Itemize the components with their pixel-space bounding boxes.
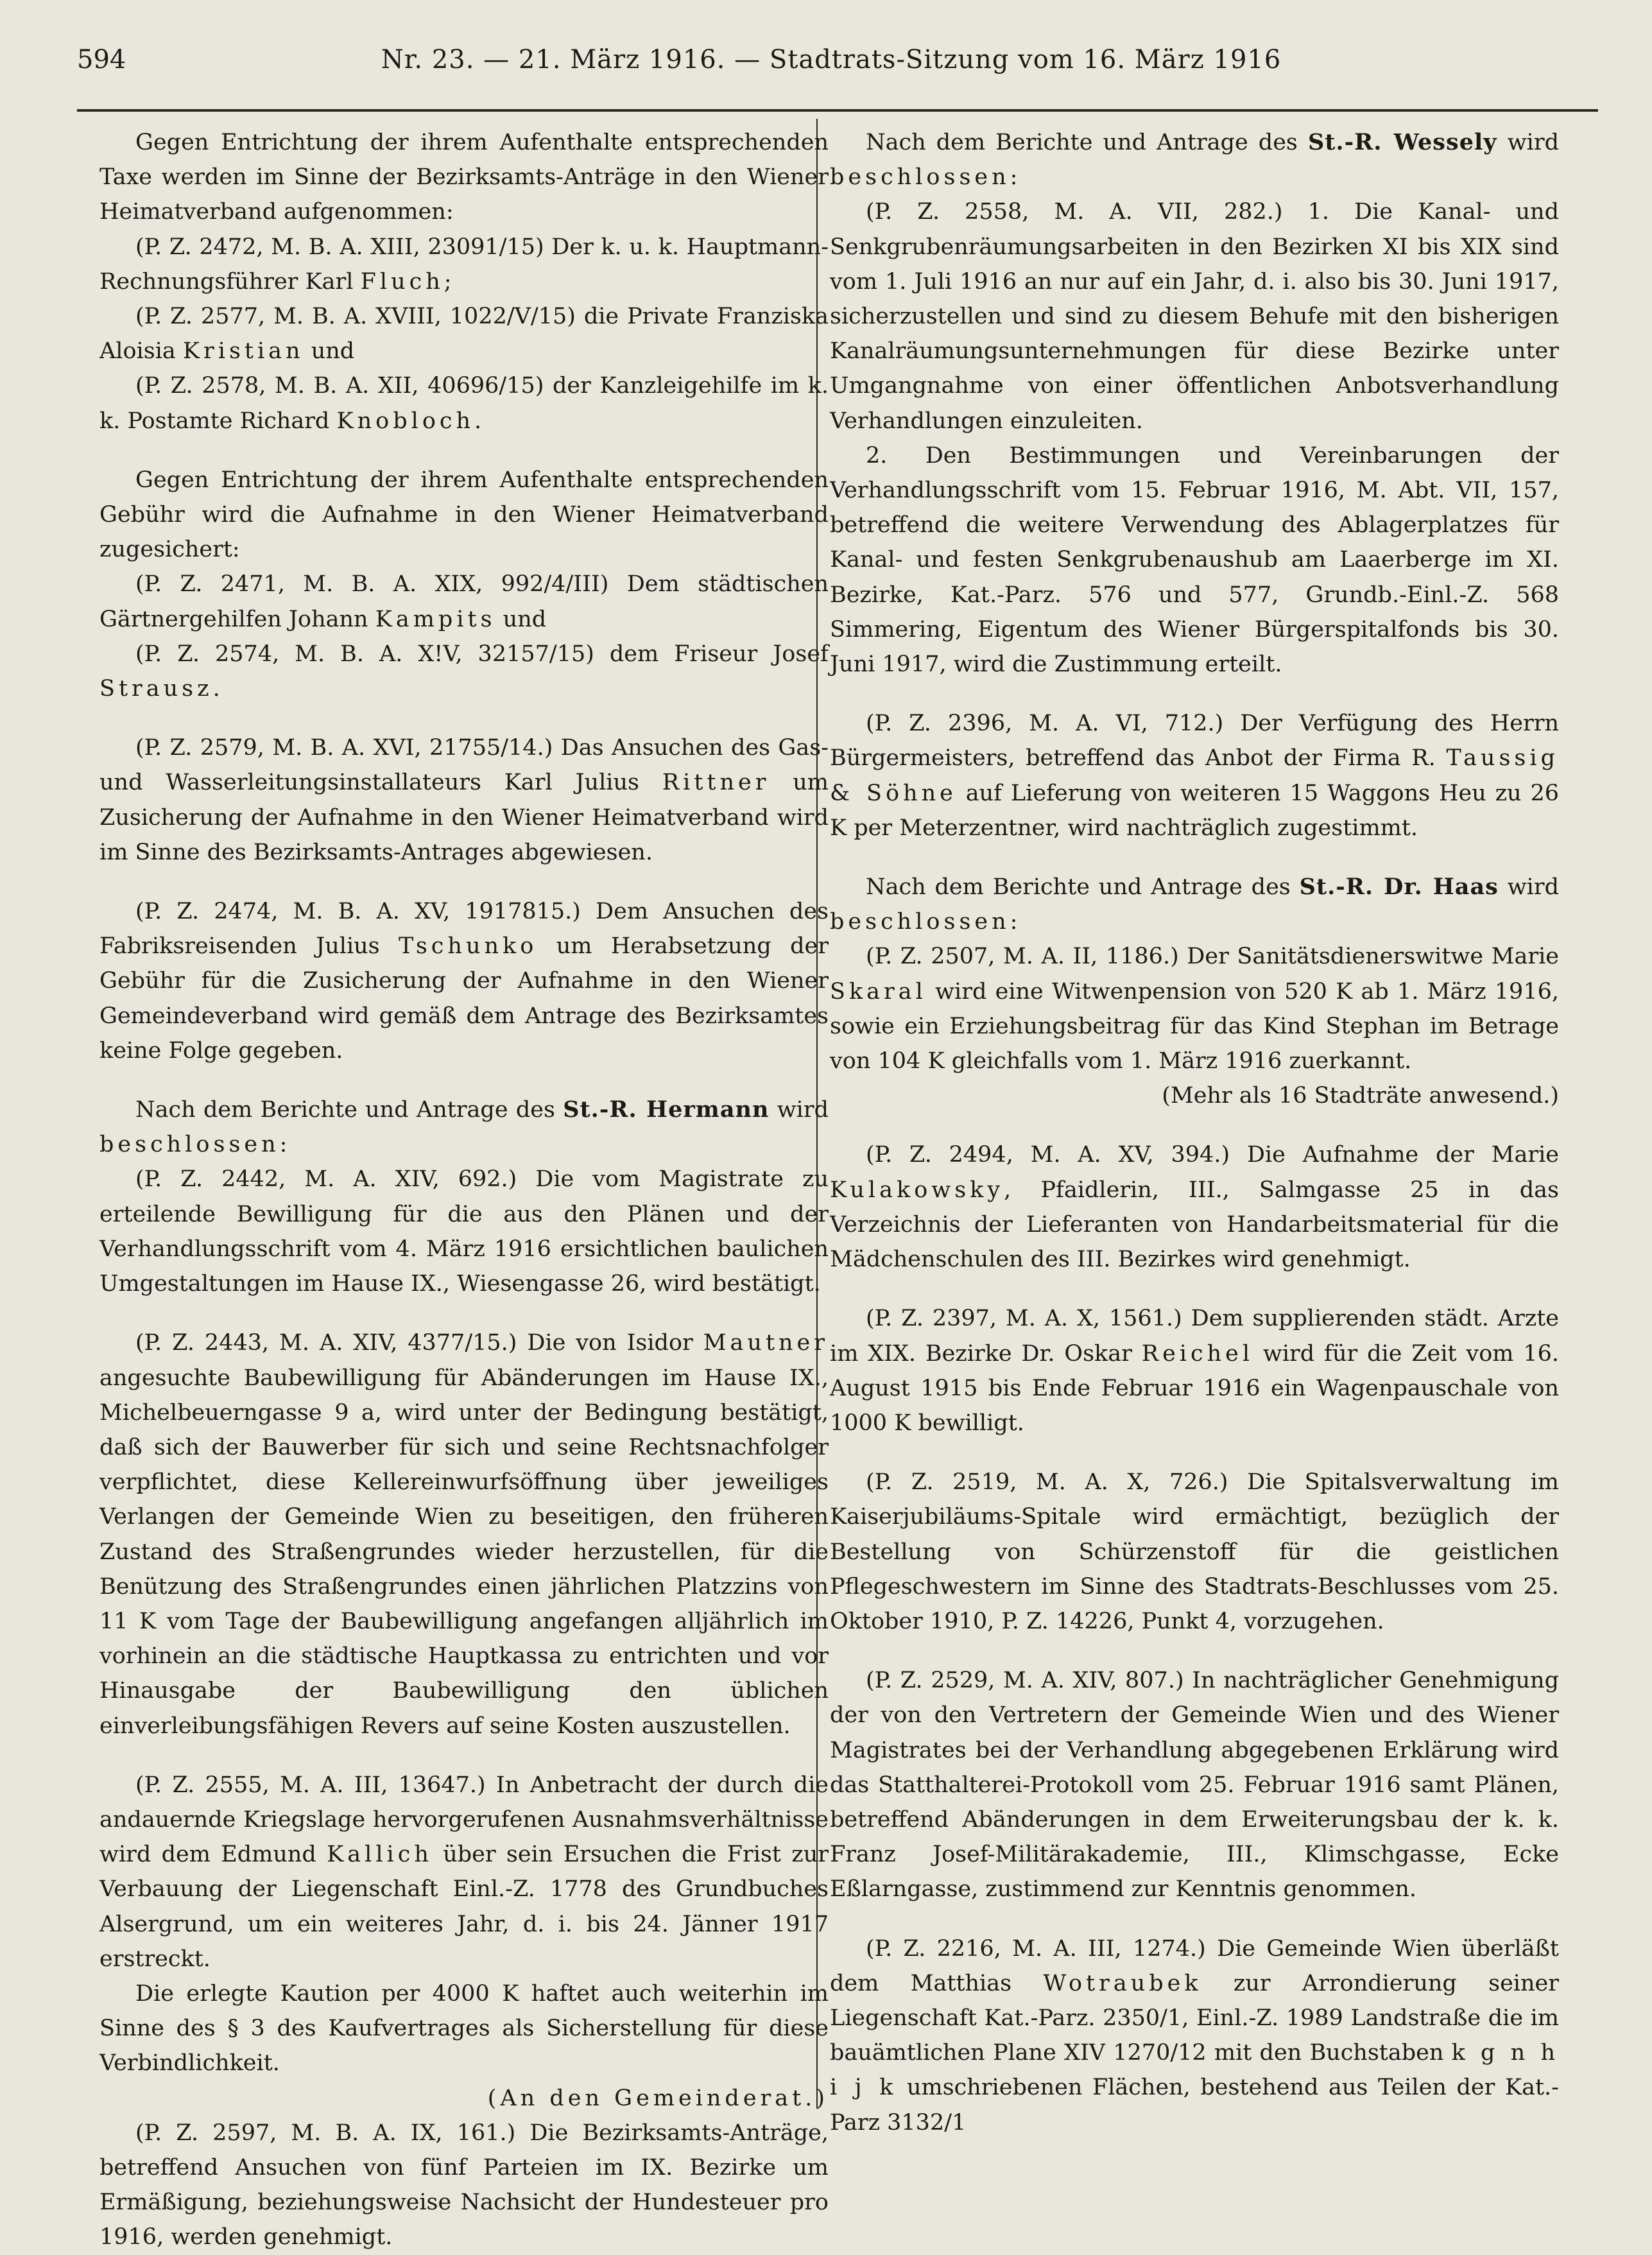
section-intro: Nach dem Berichte und Antrage des St.-R. Wessely wird beschlossen: [830,129,1559,191]
paragraph: (P. Z. 2529, M. A. XIV, 807.) In nachträglicher Genehmigung der von den Vertretern der Gemeinde Wien und des Wiener Magistrates bei der Verhandlung abgegebenen Erklärung wird das Statthalterei-Protokoll vom 25. Februar 1916 samt Plänen, betreffend Abänderungen in dem Erweiterungsbau der k. k. Franz Josef-Militärakademie, III., Klimschgasse, Ecke Eßlarngasse, zustimmend zur Kenntnis genommen. [830,1668,1559,1903]
paragraph: Gegen Entrichtung der ihrem Aufenthalte entsprechenden Gebühr wird die Aufnahme in den Wiener Heimatverband zugesichert: [99,467,829,563]
paragraph: Gegen Entrichtung der ihrem Aufenthalte entsprechenden Taxe werden im Sinne der Bezirksamts-Anträge in den Wiener Heimatverband aufgenommen: [99,130,829,225]
paragraph: (P. Z. 2396, M. A. VI, 712.) Der Verfügung des Herrn Bürgermeisters, betreffend das Anbot der Firma R. Taussig & Söhne auf Lieferung von weiteren 15 Waggons Heu zu 26 K per Meterzentner, wird nachträglich zugestimmt. [830,711,1559,841]
paragraph: (P. Z. 2579, M. B. A. XVI, 21755/14.) Das Ansuchen des Gas- und Wasserleitungsinstallateurs Karl Julius Rittner um Zusicherung der Aufnahme in den Wiener Heimatverband wird im Sinne des Bezirksamts-Antrages abgewiesen. [99,735,829,865]
person-name: Knobloch [336,408,475,434]
councillor-name: St.-R. Dr. Haas [1299,874,1499,901]
paragraph: (P. Z. 2519, M. A. X, 726.) Die Spitalsverwaltung im Kaiserjubiläums-Spitale wird ermächtigt, bezüglich der Bestellung von Schürzenstoff für die geistlichen Pflegeschwestern im Sinne des Stadtrats-Beschlusses vom 25. Oktober 1910, P. Z. 14226, Punkt 4, vorzugehen. [830,1469,1559,1634]
person-name: Kulakowsky [830,1177,1004,1203]
referral-note: (An den Gemeinderat.) [487,2085,829,2111]
paragraph: (P. Z. 2578, M. B. A. XII, 40696/15) der Kanzleigehilfe im k. k. Postamte Richard Knobloch. [99,373,829,434]
paragraph: (P. Z. 2397, M. A. X, 1561.) Dem supplierenden städt. Arzte im XIX. Bezirke Dr. Oskar Reichel wird für die Zeit vom 16. August 1915 bis Ende Februar 1916 ein Wagenpauschale von 1000 K bewilligt. [830,1306,1559,1436]
paragraph: (P. Z. 2216, M. A. III, 1274.) Die Gemeinde Wien überläßt dem Matthias Wotraubek zur Arrondierung seiner Liegenschaft Kat.-Parz. 2350/1, Einl.-Z. 1989 Landstraße die im bauämtlichen Plane XIV 1270/12 mit den Buchstaben k g n h i j k umschriebenen Flächen, bestehend aus Teilen der Kat.-Parz 3132/1 [830,1935,1559,2136]
person-name: Kristian [182,338,304,365]
paragraph: (P. Z. 2558, M. A. VII, 282.) 1. Die Kanal- und Senkgrubenräumungsarbeiten in den Bezirken XI bis XIX sind vom 1. Juli 1916 an nur auf ein Jahr, d. i. also bis 30. Juni 1917, sicherzustellen und sind zu diesem Behufe mit den bisherigen Kanalräumungsunternehmungen für diese Bezirke unter Umgangnahme von einer öffentlichen Anbotsverhandlung Verhandlungen einzuleiten. [830,199,1559,434]
person-name: Skaral [830,978,927,1005]
person-name: Strausz [99,676,213,702]
councillor-name: St.-R. Wessely [1307,129,1497,155]
left-column [99,125,829,2255]
person-name: Rittner [662,770,770,796]
company-name: Taussig & Söhne [830,745,1559,806]
person-name: Tschunko [399,933,538,960]
person-name: Kallich [327,1842,433,1868]
paragraph: (P. Z. 2507, M. A. II, 1186.) Der Sanitätsdienerswitwe Marie Skaral wird eine Witwenpension von 520 K ab 1. März 1916, sowie ein Erziehungsbeitrag für das Kind Stephan im Betrage von 104 K gleichfalls vom 1. März 1916 zuerkannt. [830,944,1559,1075]
paragraph: (P. Z. 2574, M. B. A. X!V, 32157/15) dem Friseur Josef Strausz. [99,641,829,702]
paragraph: (P. Z. 2474, M. B. A. XV, 1917815.) Dem Ansuchen des Fabriksreisenden Julius Tschunko um Herabsetzung der Gebühr für die Zusicherung der Aufnahme in den Wiener Gemeindeverband wird gemäß dem Antrage des Bezirksamtes keine Folge gegeben. [99,899,829,1064]
page-number: 594 [77,45,126,74]
paragraph: (P. Z. 2442, M. A. XIV, 692.) Die vom Magistrate zu erteilende Bewilligung für die aus den Plänen und der Verhandlungsschrift vom 4. März 1916 ersichtlichen baulichen Umgestaltungen im Hause IX., Wiesengasse 26, wird bestätigt. [99,1166,829,1297]
section-intro: Nach dem Berichte und Antrage des St.-R. Dr. Haas wird beschlossen: [830,874,1559,935]
paragraph: (P. Z. 2597, M. B. A. IX, 161.) Die Bezirksamts-Anträge, betreffend Ansuchen von fünf Parteien im IX. Bezirke um Ermäßigung, beziehungsweise Nachsicht der Hundesteuer pro 1916, werden genehmigt. [99,2120,829,2251]
person-name: Mautner [703,1330,829,1356]
person-name: Kampits [375,606,496,632]
right-column [830,125,1559,2140]
paragraph: 2. Den Bestimmungen und Vereinbarungen der Verhandlungsschrift vom 15. Februar 1916, M. Abt. VII, 157, betreffend die weitere Verwendung des Ablagerplatzes für Kanal- und festen Senkgrubenaushub am Laaerberge im XI. Bezirke, Kat.-Parz. 576 und 577, Grundb.-Einl.-Z. 568 Simmering, Eigentum des Wiener Bürgerspitalfonds bis 30. Juni 1917, wird die Zustimmung erteilt. [830,442,1559,678]
header-rule [77,109,1598,112]
running-title: Nr. 23. — 21. März 1916. — Stadtrats-Sitzung vom 16. März 1916 [381,45,1282,74]
section-intro: Nach dem Berichte und Antrage des St.-R. Hermann wird beschlossen: [99,1096,829,1158]
person-name: Wotraubek [1043,1970,1202,1996]
paragraph: (P. Z. 2443, M. A. XIV, 4377/15.) Die von Isidor Mautner angesuchte Baubewilligung für Abänderungen im Hause IX., Michelbeuerngasse 9 a, wird unter der Bedingung bestätigt, daß sich der Bauwerber für sich und seine Rechtsnachfolger verpflichtet, diese Kellereinwurfsöffnung über jeweiliges Verlangen der Gemeinde Wien zu beseitigen, den früheren Zustand des Straßengrundes wieder herzustellen, für die Benützung des Straßengrundes einen jährlichen Platzzins von 11 K vom Tage der Baubewilligung angefangen alljährlich im vorhinein an die städtische Hauptkassa zu entrichten und vor Hinausgabe der Baubewilligung den üblichen einverleibungsfähigen Revers auf seine Kosten auszustellen. [99,1330,829,1739]
councillor-name: St.-R. Hermann [563,1096,770,1123]
page-header [77,45,1585,90]
paragraph: (P. Z. 2471, M. B. A. XIX, 992/4/III) Dem städtischen Gärtnergehilfen Johann Kampits und [99,571,829,632]
attendance-note: (Mehr als 16 Stadträte anwesend.) [1162,1083,1559,1109]
person-name: Fluch [360,268,444,295]
paragraph: (P. Z. 2494, M. A. XV, 394.) Die Aufnahme der Marie Kulakowsky, Pfaidlerin, III., Salmgasse 25 in das Verzeichnis der Lieferanten von Handarbeitsmaterial für die Mädchenschulen des III. Bezirkes wird genehmigt. [830,1142,1559,1273]
paragraph: (P. Z. 2577, M. B. A. XVIII, 1022/V/15) die Private Franziska Aloisia Kristian und [99,304,829,365]
paragraph: (P. Z. 2472, M. B. A. XIII, 23091/15) Der k. u. k. Hauptmann-Rechnungsführer Karl Fluch; [99,234,829,295]
letter-sequence: k g n h i j k [830,2040,1559,2101]
paragraph: (P. Z. 2555, M. A. III, 13647.) In Anbetracht der durch die andauernde Kriegslage hervorgerufenen Ausnahmsverhältnisse wird dem Edmund Kallich über sein Ersuchen die Frist zur Verbauung der Liegenschaft Einl.-Z. 1778 des Grundbuches Alsergrund, um ein weiteres Jahr, d. i. bis 24. Jänner 1917 erstreckt. [99,1772,829,1972]
paragraph: Die erlegte Kaution per 4000 K haftet auch weiterhin im Sinne des § 3 des Kaufvertrages als Sicherstellung für diese Verbindlichkeit. [99,1980,829,2077]
person-name: Reichel [1141,1340,1254,1367]
